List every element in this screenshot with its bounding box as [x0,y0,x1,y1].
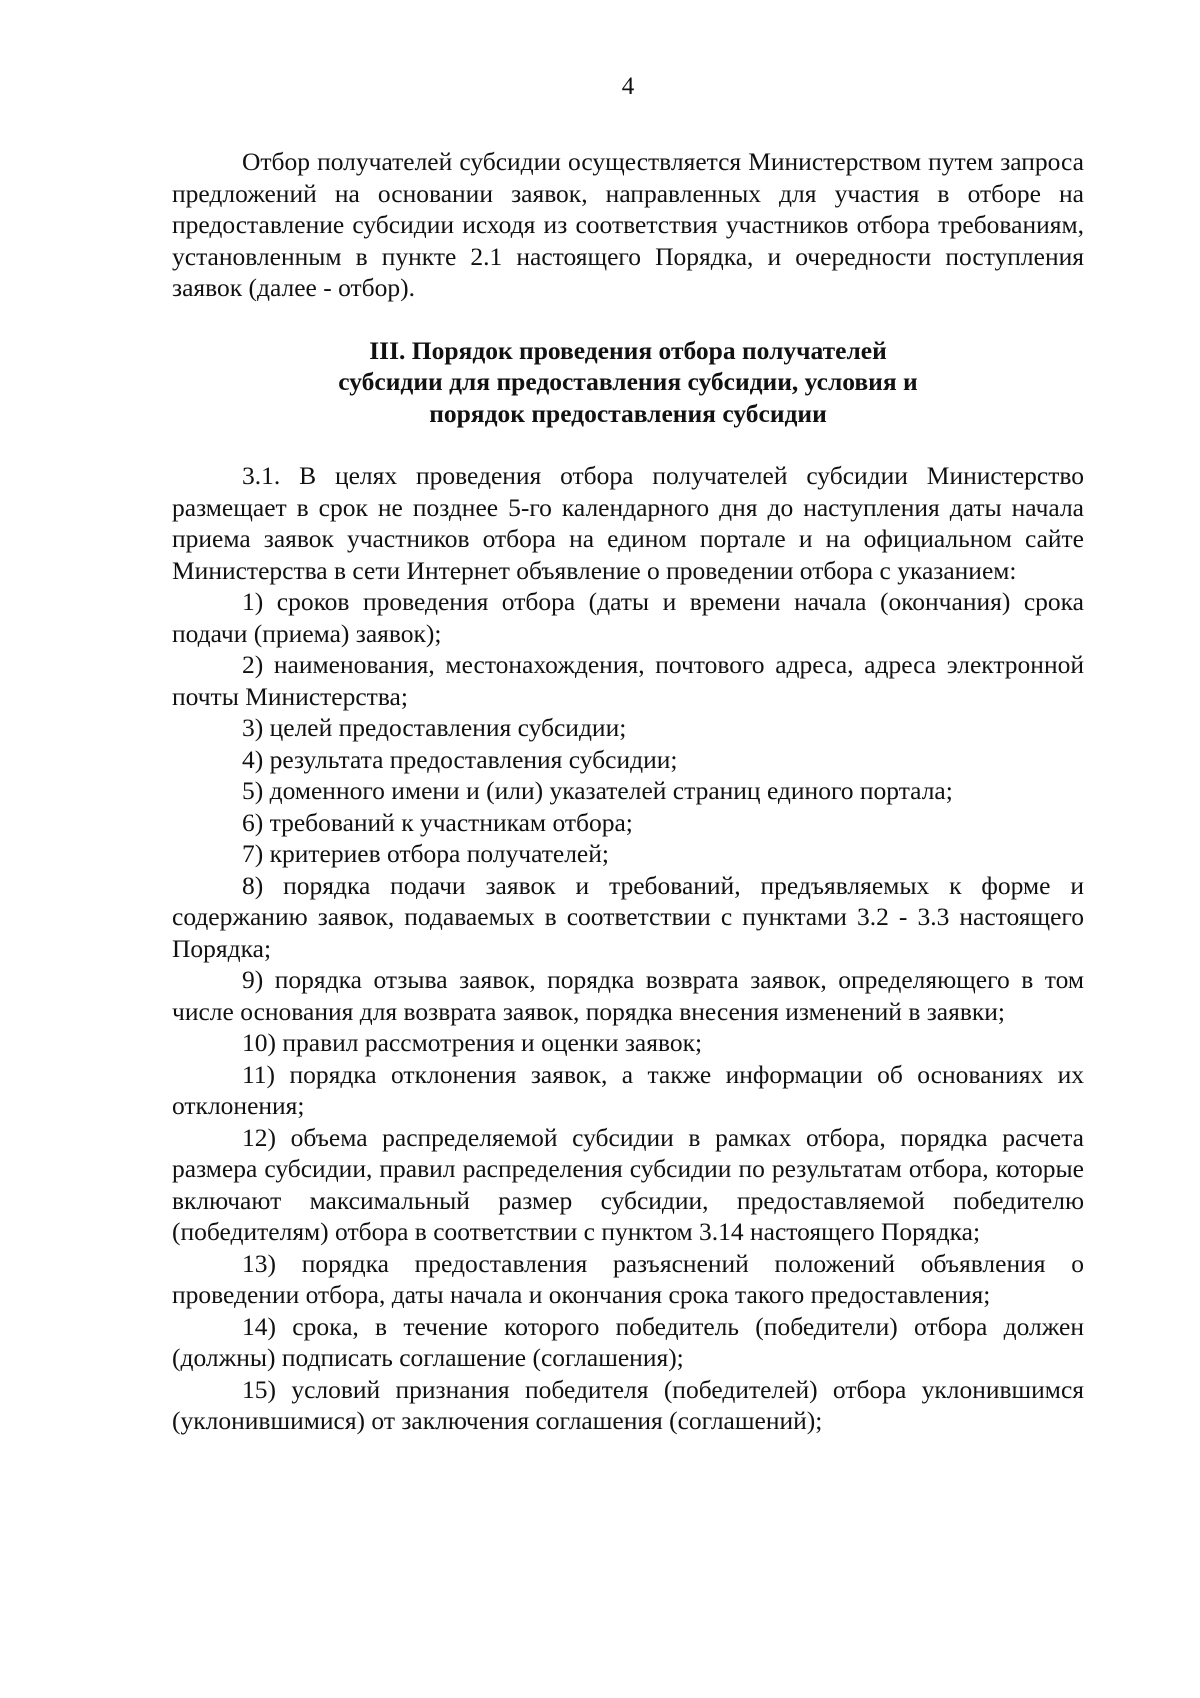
section-heading-line-3: порядок предоставления субсидии [429,398,827,428]
list-item: 13) порядка предоставления разъяснений положений объявления о проведении отбора, даты начала и окончания срока такого предоставления; [172,1248,1084,1309]
list-item: 14) срока, в течение которого победитель (победители) отбора должен (должны) подписать соглашение (соглашения); [172,1311,1084,1372]
list-item: 6) требований к участникам отбора; [242,807,633,837]
list-item: 15) условий признания победителя (победителей) отбора уклонившимся (уклонившимися) от заключения соглашения (соглашений); [172,1374,1084,1435]
list-item: 5) доменного имени и (или) указателей страниц единого портала; [242,776,953,805]
list-item: 4) результата предоставления субсидии; [242,744,678,774]
section-heading-line-2: субсидии для предоставления субсидии, условия и [338,367,918,396]
clause-3-1: 3.1. В целях проведения отбора получателей субсидии Министерство размещает в срок не позднее 5-го календарного дня до наступления даты начала приема заявок участников отбора на едином портале и на официальном сайте Министерства в сети Интернет объявление о проведении отбора с указанием: [172,461,1084,585]
page-number: 4 [621,73,635,100]
list-item: 3) целей предоставления субсидии; [242,713,627,742]
list-item: 1) сроков проведения отбора (даты и времени начала (окончания) срока подачи (приема) заявок); [172,587,1084,648]
list-item: 8) порядка подачи заявок и требований, предъявляемых к форме и содержанию заявок, подаваемых в соответствии с пунктами 3.2 - 3.3 настоящего Порядка; [172,870,1084,963]
list-item: 10) правил рассмотрения и оценки заявок; [242,1028,703,1057]
section-heading [172,335,1084,430]
document-page [172,72,1084,1437]
list-item: 9) порядка отзыва заявок, порядка возврата заявок, определяющего в том числе основания для возврата заявок, порядка внесения изменений в заявки; [172,965,1084,1026]
list-item: 12) объема распределяемой субсидии в рамках отбора, порядка расчета размера субсидии, правил распределения субсидии по результатам отбора, которые включают максимальный размер субсидии, предоставляемой победителю (победителям) отбора в соответствии с пунктом 3.14 настоящего Порядка; [172,1122,1084,1246]
intro-paragraph: Отбор получателей субсидии осуществляется Министерством путем запроса предложений на основании заявок, направленных для участия в отборе на предоставление субсидии исходя из соответствия участников отбора требованиям, установленным в пункте 2.1 настоящего Порядка, и очередности поступления заявок (далее - отбор). [172,147,1084,302]
list-item: 11) порядка отклонения заявок, а также информации об основаниях их отклонения; [172,1059,1084,1120]
section-heading-line-1: III. Порядок проведения отбора получателей [369,335,887,365]
list-item: 7) критериев отбора получателей; [242,839,609,868]
list-item: 2) наименования, местонахождения, почтового адреса, адреса электронной почты Министерства; [172,650,1084,711]
